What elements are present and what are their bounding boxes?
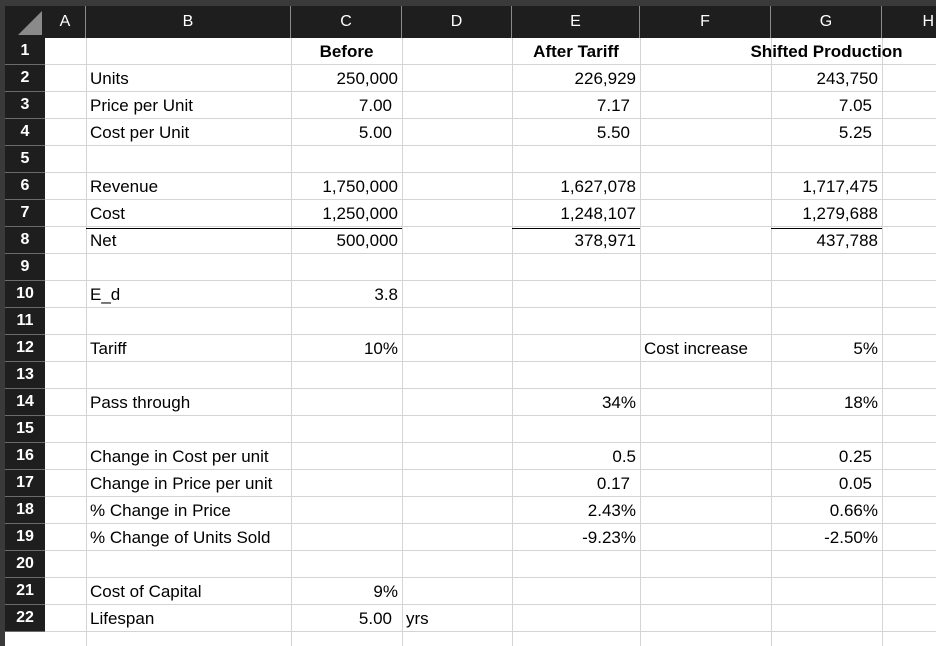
gridline (882, 38, 883, 646)
row-header-6[interactable]: 6 (5, 173, 45, 200)
column-header-a[interactable]: A (45, 6, 86, 38)
cell-g3[interactable]: 7.05 (838, 96, 872, 115)
row-header-16[interactable]: 16 (5, 443, 45, 470)
cell-d22[interactable]: yrs (406, 609, 429, 628)
row-header-3[interactable]: 3 (5, 92, 45, 119)
cell-e16[interactable]: 0.5 (612, 447, 636, 466)
cell-b21[interactable]: Cost of Capital (90, 582, 202, 601)
cell-g1-text: Shifted Production (750, 42, 903, 61)
cell-e2[interactable]: 226,929 (574, 69, 636, 88)
cell-c6[interactable]: 1,750,000 (322, 177, 398, 196)
cell-g18[interactable]: 0.66% (829, 501, 878, 520)
cell-e1[interactable]: After Tariff (533, 42, 619, 61)
row-header-9[interactable]: 9 (5, 254, 45, 281)
cell-b14[interactable]: Pass through (90, 393, 191, 412)
cell-g4[interactable]: 5.25 (838, 123, 872, 142)
cell-g6[interactable]: 1,717,475 (802, 177, 878, 196)
cell-c4[interactable]: 5.00 (358, 123, 392, 142)
row-header-21[interactable]: 21 (5, 578, 45, 605)
cell-e4[interactable]: 5.50 (596, 123, 630, 142)
cell-g16[interactable]: 0.25 (838, 447, 872, 466)
cell-b2[interactable]: Units (90, 69, 129, 88)
cell-b10[interactable]: E_d (90, 285, 121, 304)
cell-c2[interactable]: 250,000 (336, 69, 398, 88)
cell-b6[interactable]: Revenue (90, 177, 159, 196)
cell-g17[interactable]: 0.05 (838, 474, 872, 493)
cell-e19[interactable]: -9.23% (582, 528, 636, 547)
row-header-12[interactable]: 12 (5, 335, 45, 362)
row-header-1[interactable]: 1 (5, 38, 45, 65)
cell-b3[interactable]: Price per Unit (90, 96, 193, 115)
cell-e17[interactable]: 0.17 (596, 474, 630, 493)
cell-c21[interactable]: 9% (373, 582, 398, 601)
column-header-e[interactable]: E (512, 6, 640, 38)
cell-b19[interactable]: % Change of Units Sold (90, 528, 271, 547)
cell-b4[interactable]: Cost per Unit (90, 123, 190, 142)
cell-g14[interactable]: 18% (843, 393, 878, 412)
gridline (402, 38, 403, 646)
cell-g7[interactable]: 1,279,688 (802, 204, 878, 223)
cell-g12[interactable]: 5% (853, 339, 878, 358)
row-header-15[interactable]: 15 (5, 416, 45, 443)
cell-e7[interactable]: 1,248,107 (560, 204, 636, 223)
column-header-d[interactable]: D (402, 6, 512, 38)
select-all-button[interactable] (5, 6, 46, 38)
cell-c7[interactable]: 1,250,000 (322, 204, 398, 223)
row-header-13[interactable]: 13 (5, 362, 45, 389)
cell-e6[interactable]: 1,627,078 (560, 177, 636, 196)
row-header-5[interactable]: 5 (5, 146, 45, 173)
column-header-c[interactable]: C (291, 6, 402, 38)
cell-e8[interactable]: 378,971 (574, 231, 636, 250)
cell-b18[interactable]: % Change in Price (90, 501, 231, 520)
cell-e14[interactable]: 34% (601, 393, 636, 412)
cell-g1[interactable] (750, 38, 903, 65)
cell-c8[interactable]: 500,000 (336, 231, 398, 250)
row-header-4[interactable]: 4 (5, 119, 45, 146)
row-header-14[interactable]: 14 (5, 389, 45, 416)
row-header-10[interactable]: 10 (5, 281, 45, 308)
cell-e3[interactable]: 7.17 (596, 96, 630, 115)
cell-c22[interactable]: 5.00 (358, 609, 392, 628)
cell-b12[interactable]: Tariff (90, 339, 127, 358)
cell-b7[interactable]: Cost (90, 204, 125, 223)
row-header-22[interactable]: 22 (5, 605, 45, 632)
cell-c10[interactable]: 3.8 (374, 285, 398, 304)
cell-e18[interactable]: 2.43% (587, 501, 636, 520)
row-header-20[interactable]: 20 (5, 551, 45, 578)
row-header-7[interactable]: 7 (5, 200, 45, 227)
cell-f12[interactable]: Cost increase (644, 339, 748, 358)
cell-c3[interactable]: 7.00 (358, 96, 392, 115)
row-header-17[interactable]: 17 (5, 470, 45, 497)
cell-g8[interactable]: 437,788 (816, 231, 878, 250)
cell-b8[interactable]: Net (90, 231, 117, 250)
row-header-19[interactable]: 19 (5, 524, 45, 551)
column-header-h[interactable]: H (882, 6, 936, 38)
column-header-b[interactable]: B (86, 6, 291, 38)
row-header-2[interactable]: 2 (5, 65, 45, 92)
cell-c12[interactable]: 10% (363, 339, 398, 358)
cell-g19[interactable]: -2.50% (824, 528, 878, 547)
cell-b22[interactable]: Lifespan (90, 609, 155, 628)
column-header-g[interactable]: G (771, 6, 882, 38)
cell-g2[interactable]: 243,750 (816, 69, 878, 88)
row-header-18[interactable]: 18 (5, 497, 45, 524)
select-all-icon (18, 11, 42, 35)
cell-c1[interactable]: Before (319, 42, 374, 61)
row-header-8[interactable]: 8 (5, 227, 45, 254)
cell-b17[interactable]: Change in Price per unit (90, 474, 273, 493)
row-header-11[interactable]: 11 (5, 308, 45, 335)
column-header-f[interactable]: F (640, 6, 771, 38)
cell-b16[interactable]: Change in Cost per unit (90, 447, 269, 466)
